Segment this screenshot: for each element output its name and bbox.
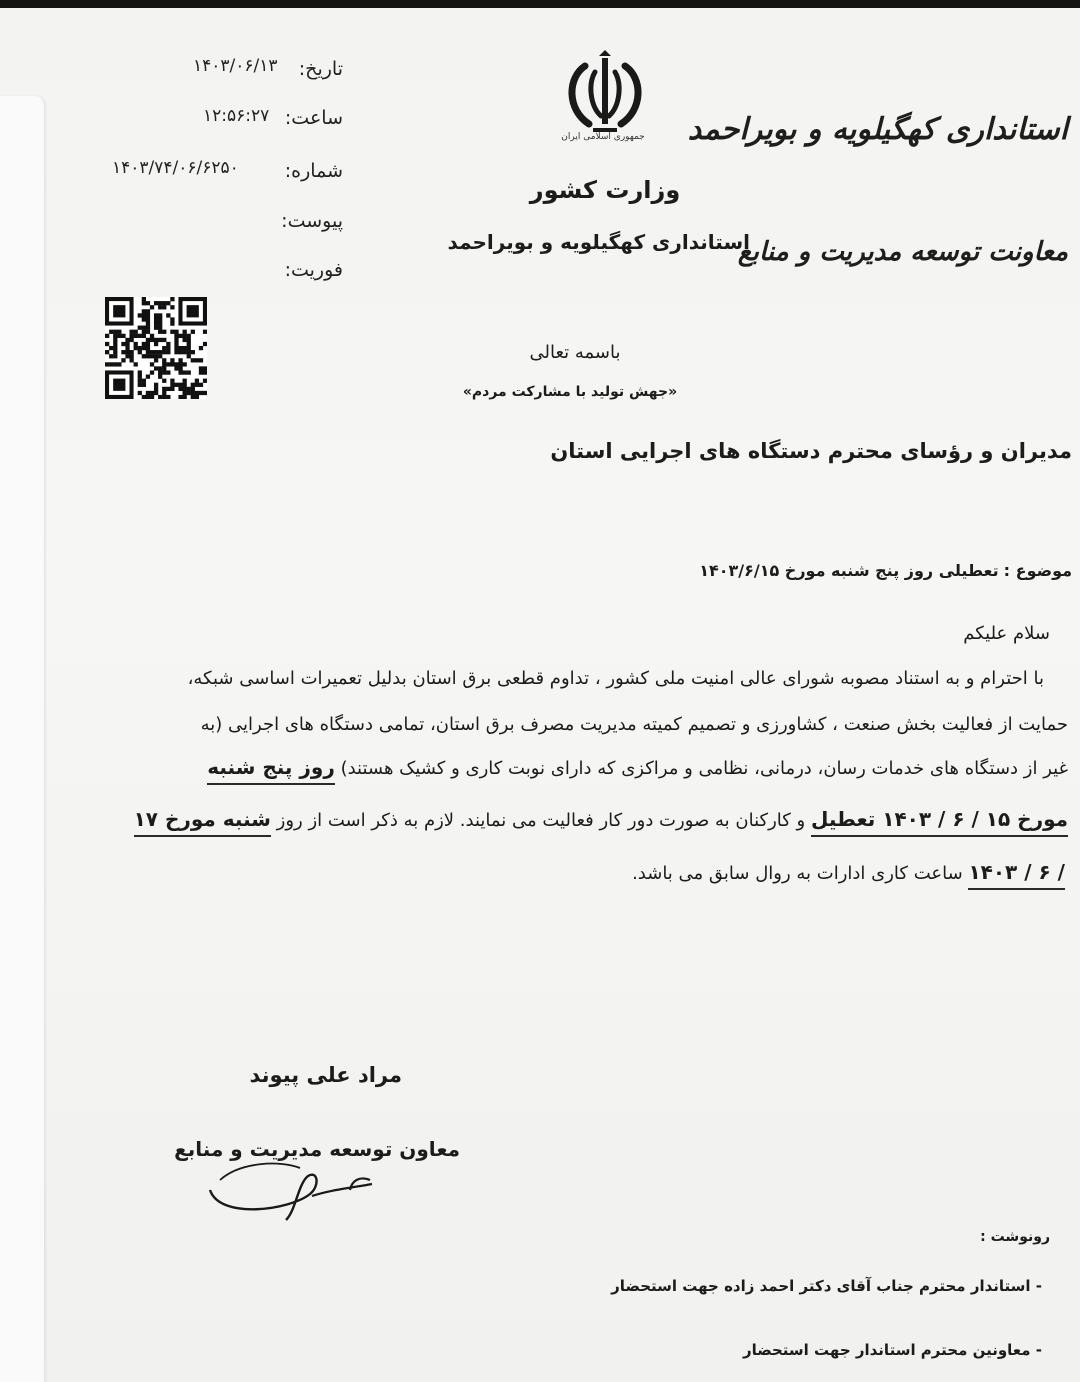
cc-item-2: - معاونین محترم استاندار جهت استحضار <box>742 1341 1042 1359</box>
subject-label: موضوع : <box>1003 561 1072 580</box>
ministry-name: وزارت کشور <box>529 176 681 204</box>
saturday-emphasis: شنبه مورخ ۱۷ <box>134 807 271 837</box>
body-line-1: با احترام و به استناد مصوبه شورای عالی امنیت ملی کشور ، تداوم قطعی برق استان بدلیل تعمیرات اساسی شبکه، <box>187 668 1044 689</box>
subject-line <box>699 561 1072 580</box>
emblem-caption: جمهوری اسلامی ایران <box>561 132 645 142</box>
time-label: ساعت: <box>284 107 343 129</box>
date-label: تاریخ: <box>298 58 343 80</box>
bismillah: باسمه تعالی <box>529 342 621 363</box>
top-edge <box>0 0 1080 8</box>
time-value: ۱۲:۵۶:۲۷ <box>203 106 270 126</box>
governorate-name: استانداری کهگیلویه و بویراحمد <box>447 230 750 254</box>
governorate-calligraphy: استانداری کهگیلویه و بویراحمد <box>687 112 1068 147</box>
signer-title: معاون توسعه مدیریت و منابع <box>174 1137 460 1161</box>
deputy-calligraphy: معاونت توسعه مدیریت و منابع <box>737 237 1068 267</box>
number-label: شماره: <box>284 160 343 182</box>
body-line-5 <box>632 862 1065 883</box>
body-line-2: حمایت از فعالیت بخش صنعت ، کشاورزی و تصمیم کمیته مدیریت مصرف برق استان، تمامی دستگاه های اجرایی (به <box>200 714 1068 735</box>
body-line-4 <box>134 809 1068 830</box>
qr-code-icon <box>105 297 207 399</box>
number-value: ۱۴۰۳/۷۴/۰۶/۶۲۵۰ <box>112 158 239 178</box>
resume-date-emphasis: / ۶ / ۱۴۰۳ <box>968 860 1065 890</box>
addressee: مدیران و رؤسای محترم دستگاه های اجرایی استان <box>550 439 1072 463</box>
page-fold <box>0 96 45 1382</box>
body-line-3-text: غیر از دستگاه های خدمات رسان، درمانی، نظامی و مراکزی که دارای نوبت کاری و کشیک هستند) <box>340 758 1068 779</box>
handwritten-signature <box>200 1150 390 1234</box>
greeting: سلام علیکم <box>963 623 1050 644</box>
attachment-label: پیوست: <box>281 210 343 232</box>
urgency-label: فوریت: <box>284 259 343 281</box>
cc-label: رونوشت : <box>980 1229 1050 1245</box>
signer-name: مراد علی پیوند <box>249 1063 402 1087</box>
body-line-3 <box>207 757 1068 778</box>
letter-sheet <box>0 8 1080 1382</box>
slogan: «جهش تولید با مشارکت مردم» <box>462 384 678 400</box>
holiday-date-emphasis: مورخ ۱۵ / ۶ / ۱۴۰۳ تعطیل <box>811 807 1068 837</box>
body-line-5-text: ساعت کاری ادارات به روال سابق می باشد. <box>632 863 963 884</box>
subject-text: تعطیلی روز پنج شنبه مورخ ۱۴۰۳/۶/۱۵ <box>699 561 999 580</box>
thursday-emphasis: روز پنج شنبه <box>207 755 335 785</box>
cc-item-1: - استاندار محترم جناب آقای دکتر احمد زاده جهت استحضار <box>611 1277 1042 1295</box>
body-line-4-text: و کارکنان به صورت دور کار فعالیت می نمایند. لازم به ذکر است از روز <box>276 810 806 831</box>
date-value: ۱۴۰۳/۰۶/۱۳ <box>193 56 278 76</box>
